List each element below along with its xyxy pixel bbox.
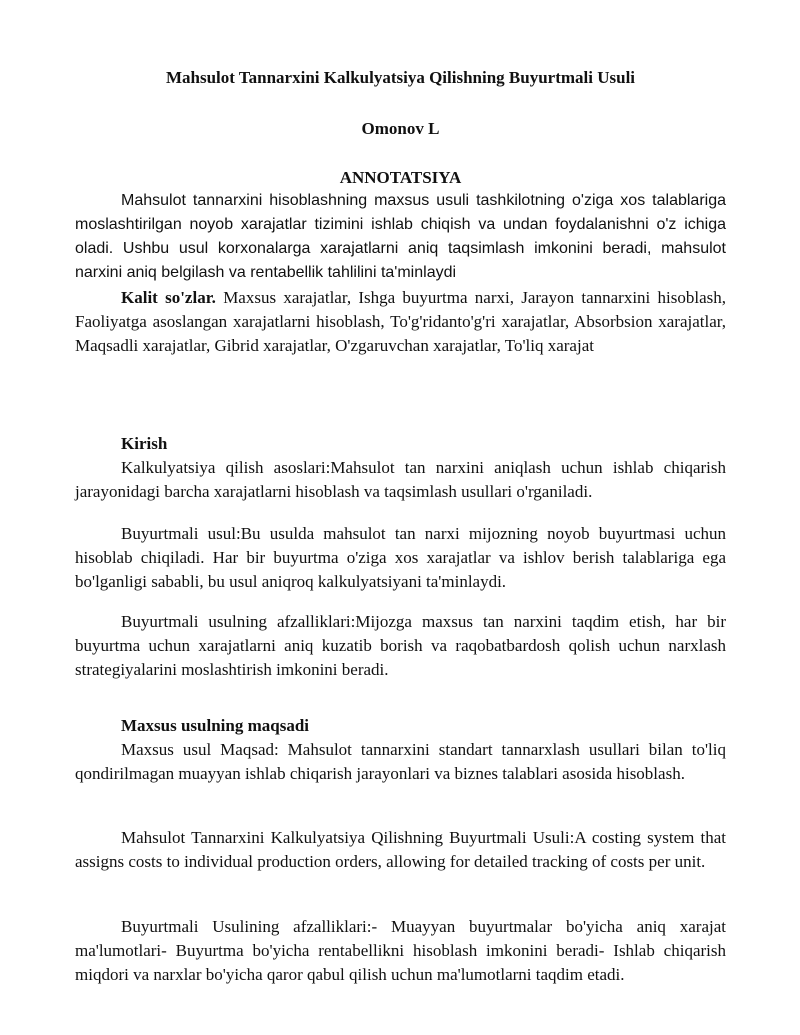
intro-paragraph-3: Buyurtmali usulning afzalliklari:Mijozga maxsus tan narxini taqdim etish, har bir buyurtma uchun xarajatlarni aniq kuzatib borish va raqobatbardosh qolish uchun narxlash strategiyalarini moslashtirish imkonini beradi. [75, 612, 726, 679]
purpose-heading: Maxsus usulning maqsadi [121, 716, 310, 735]
intro-paragraph-2: Buyurtmali usul:Bu usulda mahsulot tan narxi mijozning noyob buyurtmasi uchun hisoblab chiqiladi. Har bir buyurtma o'ziga xos xarajatlar va ishlov berish talablariga ega bo'lganligi sababli, bu usul aniqroq kalkulyatsiyani ta'minlaydi. [75, 524, 726, 591]
keywords-paragraph [75, 286, 726, 358]
annotation-paragraph: Mahsulot tannarxini hisoblashning maxsus usuli tashkilotning o'ziga xos talablariga moslashtirilgan noyob xarajatlar tizimini ishlab chiqish va undan foydalanishni o'z ichiga oladi. Ushbu usul korxonalarga xarajatlarni aniq taqsimlash imkonini beradi, mahsulot narxini aniq belgilash va rentabellik tahlilini ta'minlaydi [75, 192, 726, 281]
annotation-heading: ANNOTATSIYA [339, 168, 462, 187]
keywords-text: Maxsus xarajatlar, Ishga buyurtma narxi, Jarayon tannarxini hisoblash, Faoliyatga asoslangan xarajatlarni hisoblash, To'g'ridanto'g'ri xarajatlar, Absorbsion xarajatlar, Maqsadli xarajatlar, Gibrid xarajatlar, O'zgaruvchan xarajatlar, To'liq xarajat [75, 288, 726, 355]
author-name: Omonov L [361, 119, 440, 138]
purpose-paragraph-1: Maxsus usul Maqsad: Mahsulot tannarxini standart tannarxlash usullari bilan to'liq qondirilmagan muayyan ishlab chiqarish jarayonlari va biznes talablari asosida hisoblash. [75, 740, 726, 783]
document-title: Mahsulot Tannarxini Kalkulyatsiya Qilishning Buyurtmali Usuli [165, 68, 636, 87]
intro-heading: Kirish [121, 434, 168, 453]
keywords-label: Kalit so'zlar. [121, 288, 216, 307]
purpose-paragraph-3: Buyurtmali Usulining afzalliklari:- Muayyan buyurtmalar bo'yicha aniq xarajat ma'lumotlari- Buyurtma bo'yicha rentabellikni hisoblash imkonini beradi- Ishlab chiqarish miqdori va narxlar bo'yicha qaror qabul qilish uchun ma'lumotlarni taqdim etadi. [75, 917, 726, 984]
intro-paragraph-1: Kalkulyatsiya qilish asoslari:Mahsulot tan narxini aniqlash uchun ishlab chiqarish jarayonidagi barcha xarajatlarni hisoblash va taqsimlash usullari o'rganiladi. [75, 458, 726, 501]
purpose-paragraph-2: Mahsulot Tannarxini Kalkulyatsiya Qilishning Buyurtmali Usuli:A costing system that assigns costs to individual production orders, allowing for detailed tracking of costs per unit. [75, 828, 726, 871]
